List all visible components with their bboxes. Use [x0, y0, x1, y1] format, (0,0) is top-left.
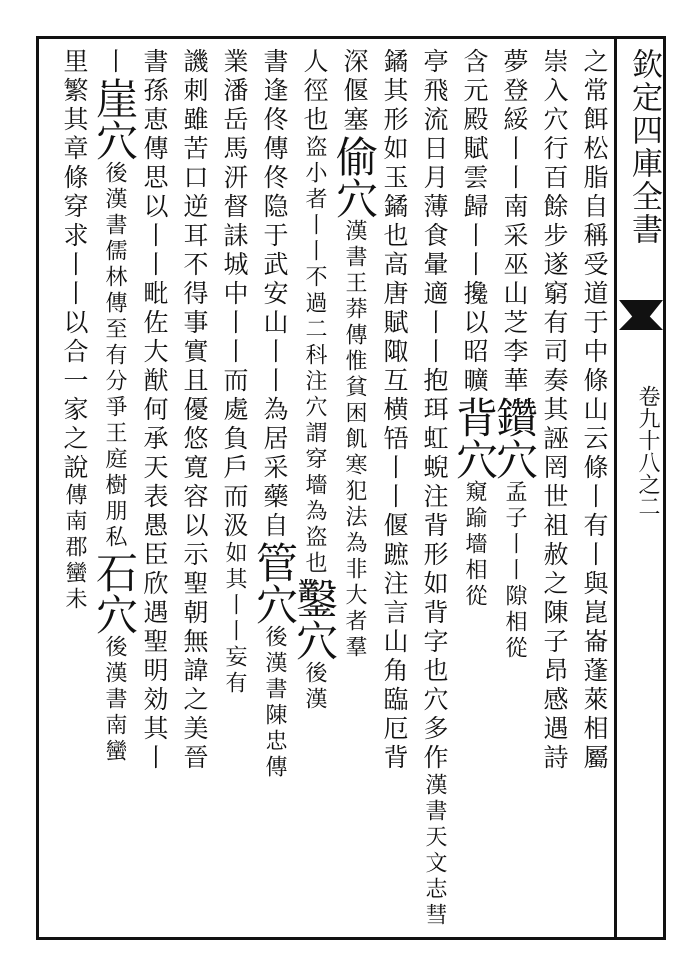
- text-column-7: [330, 48, 379, 936]
- column-mid: 盗小者丨丨不過二科注穴謂穿墻為盗也: [302, 135, 327, 577]
- column-tail: 後漢書陳忠傳: [262, 625, 287, 781]
- headword: 鑽穴: [490, 396, 539, 480]
- headword: 偷穴: [330, 135, 379, 219]
- column-text: 人徑也: [300, 48, 329, 135]
- text-column-11: [174, 48, 214, 936]
- column-text: 夢登綏丨丨南采巫山芝李華: [500, 48, 529, 396]
- text-column-13: [90, 48, 139, 936]
- text-column-4: [450, 48, 499, 936]
- text-column-8: [290, 48, 339, 936]
- text-column-14: [54, 48, 94, 936]
- column-tail: 窺踰墻相從: [462, 480, 487, 610]
- column-mid: 後漢書儒林傳至有分爭王庭樹朋私: [102, 161, 127, 551]
- column-tail: 後漢: [302, 661, 327, 713]
- text-column-1: [574, 48, 614, 936]
- column-text: 亭飛流日月薄食暈適丨丨抱珥虹蜺注背形如背字也穴多作: [420, 48, 449, 773]
- column-tail: 如其丨丨妄有: [222, 541, 247, 697]
- text-column-6: [374, 48, 414, 936]
- text-column-12: [134, 48, 174, 936]
- column-tail: 孟子丨丨隙相從: [502, 480, 527, 662]
- text-column-10: [214, 48, 254, 936]
- column-tail: 漢書天文志彗: [422, 773, 447, 929]
- header-divider-line: [614, 39, 617, 937]
- text-column-2: [534, 48, 574, 936]
- headword: 背穴: [450, 396, 499, 480]
- headword: 管穴: [250, 541, 299, 625]
- column-text: 業潘岳馬汧督誄城中丨丨而處負戶而汲: [220, 48, 249, 541]
- column-tail: 傳南郡蠻未: [62, 483, 87, 613]
- text-column-5: [414, 48, 454, 936]
- column-tail: 後漢書南蠻: [102, 635, 127, 765]
- column-text: 含元殿賦雲歸丨丨攙以昭曠: [460, 48, 489, 396]
- column-text: 書孫恵傳思以丨丨毗佐大猷何承天表愚臣欣遇聖明効其丨: [140, 48, 169, 773]
- column-text: 之常餌松脂自稱受道于中條山云條丨有丨與崑崙蓬萊相屬: [580, 48, 609, 773]
- text-column-3: [490, 48, 539, 936]
- column-text: 深偃塞: [340, 48, 369, 135]
- column-text: 鐍其形如玉鐍也高唐賦陬互横啎丨丨偃蹠注言山角臨厄背: [380, 48, 409, 773]
- text-column-9: [250, 48, 299, 936]
- column-text: 丨: [100, 48, 129, 77]
- column-text: 崇入穴行百餘步遂窮有司奏其誣罔世祖赦之陳子昂感遇詩: [540, 48, 569, 773]
- column-text: 里繁其章條穿求丨丨以合一家之說: [60, 48, 89, 483]
- headword: 石穴: [90, 551, 139, 635]
- headword: 鑿穴: [290, 577, 339, 661]
- column-tail: 漢書王莽傳惟貧困飢寒犯法為非大者羣: [342, 219, 367, 661]
- volume-label: 卷九十八之二: [635, 385, 660, 517]
- headword: 崖穴: [90, 77, 139, 161]
- book-title: 欽定四庫全書: [626, 48, 662, 246]
- column-text: 譏刺雖苦口逆耳不得事實且優悠寛容以示聖朝無諱之美晉: [180, 48, 209, 773]
- column-text: 書逢佟傳佟隐于武安山丨丨為居采藥自: [260, 48, 289, 541]
